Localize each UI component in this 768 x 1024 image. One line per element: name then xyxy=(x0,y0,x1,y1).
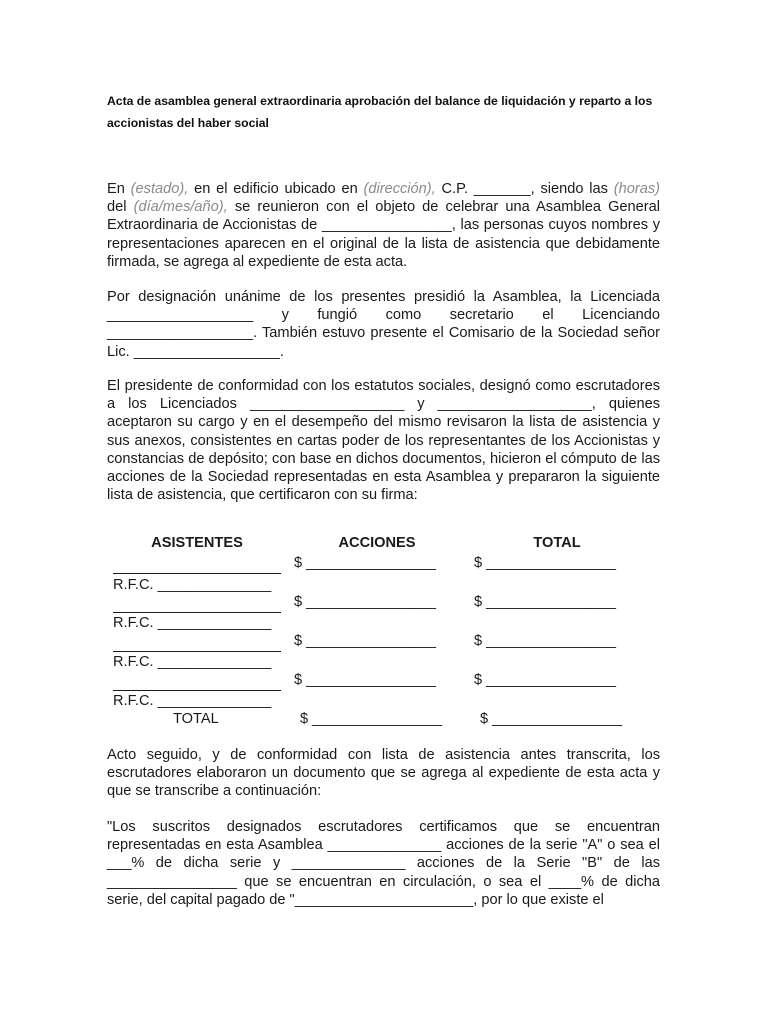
paragraph-escrutadores: El presidente de conformidad con los estatutos sociales, designó como escrutadores a los Licenciados ___________________ y ___________________, quienes aceptaron su cargo y en el desempeño del mismo revisaron la lista de asistencia y sus anexos, consistentes en cartas poder de los representantes de los Accionistas y constancias de depósito; con base en dichos documentos, hicieron el cómputo de las acciones de la Sociedad representadas en esta Asamblea y prepararon la siguiente lista de asistencia, que certificaron con su firma: xyxy=(107,378,660,504)
header-acciones: ACCIONES xyxy=(338,535,416,551)
rfc-field: R.F.C. ______________ xyxy=(113,654,272,670)
placeholder-horas: (horas) xyxy=(613,181,661,197)
header-total: TOTAL xyxy=(533,535,581,551)
acciones-cell: $ ________________ xyxy=(294,555,437,571)
paragraph-certificacion: "Los suscritos designados escrutadores certificamos que se encuentran representadas en esta Asamblea ______________ acciones de la serie "A" o sea el ___% de dicha serie y ______________ acciones de la Serie "B" de las ________________ que se encuentran en circulación, o sea el ____% de dicha serie, del capital pagado de "______________________, por lo que existe el xyxy=(107,819,660,908)
signature-line xyxy=(113,573,281,574)
total-cell: $ ________________ xyxy=(474,555,617,571)
signature-line xyxy=(113,690,281,691)
header-asistentes: ASISTENTES xyxy=(151,535,243,551)
p1-text-5: se reunieron con el objeto de celebrar una Asamblea General Extraordinaria de Accionistas de ________________, las personas cuyos nombres y representaciones aparecen en el original de la lista de asistencia que debidamente firmada, se agrega al expediente de esta acta. xyxy=(107,199,660,270)
acciones-cell: $ ________________ xyxy=(294,633,437,649)
total-cell: $ ________________ xyxy=(474,672,617,688)
attendance-table xyxy=(107,535,667,730)
rfc-field: R.F.C. ______________ xyxy=(113,577,272,593)
placeholder-fecha: (día/mes/año), xyxy=(133,199,228,216)
p1-text-4: del xyxy=(107,199,134,216)
rfc-field: R.F.C. ______________ xyxy=(113,615,272,631)
placeholder-direccion: (dirección), xyxy=(363,181,436,197)
paragraph-acto-seguido: Acto seguido, y de conformidad con lista de asistencia antes transcrita, los escrutadores elaboraron un documento que se agrega al expediente de esta acta y que se transcribe a continuación: xyxy=(107,747,660,800)
rfc-field: R.F.C. ______________ xyxy=(113,693,272,709)
total-label: TOTAL xyxy=(173,711,219,727)
grand-total-cell: $ ________________ xyxy=(480,711,623,727)
placeholder-estado: (estado), xyxy=(130,181,189,197)
acciones-cell: $ ________________ xyxy=(294,594,437,610)
paragraph-opening xyxy=(107,180,660,271)
total-cell: $ ________________ xyxy=(474,594,617,610)
acciones-total-cell: $ ________________ xyxy=(300,711,443,727)
document-title: Acta de asamblea general extraordinaria aprobación del balance de liquidación y reparto a los accionistas del haber social xyxy=(107,94,653,130)
p1-text-2: en el edificio ubicado en xyxy=(188,181,364,197)
total-cell: $ ________________ xyxy=(474,633,617,649)
p1-text-1: En xyxy=(107,181,131,197)
acciones-cell: $ ________________ xyxy=(294,672,437,688)
signature-line xyxy=(113,651,281,652)
paragraph-designacion: Por designación unánime de los presentes presidió la Asamblea, la Licenciada __________________ y fungió como secretario el Licenciando __________________. También estuvo presente el Comisario de la Sociedad señor Lic. __________________. xyxy=(107,289,660,360)
p1-text-3: C.P. _______, siendo las xyxy=(435,181,614,197)
signature-line xyxy=(113,612,281,613)
